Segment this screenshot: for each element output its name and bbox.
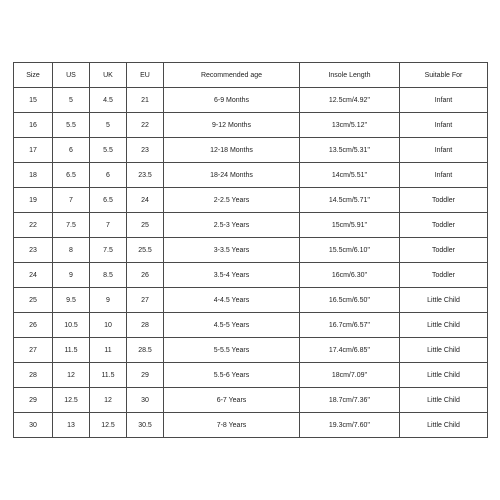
age-cell: 5-5.5 Years bbox=[164, 338, 300, 363]
age-cell: 3-3.5 Years bbox=[164, 238, 300, 263]
insole-length-cell: 16.5cm/6.50'' bbox=[300, 288, 400, 313]
uk-cell: 6 bbox=[90, 163, 127, 188]
table-row bbox=[14, 388, 488, 413]
size-cell: 29 bbox=[14, 388, 53, 413]
eu-cell: 25.5 bbox=[127, 238, 164, 263]
table-row bbox=[14, 288, 488, 313]
header-size: Size bbox=[14, 63, 53, 88]
age-cell: 9-12 Months bbox=[164, 113, 300, 138]
uk-cell: 7 bbox=[90, 213, 127, 238]
uk-cell: 5 bbox=[90, 113, 127, 138]
header-insole-length: Insole Length bbox=[300, 63, 400, 88]
suitable-for-cell: Toddler bbox=[400, 263, 488, 288]
uk-cell: 12 bbox=[90, 388, 127, 413]
eu-cell: 27 bbox=[127, 288, 164, 313]
table-row bbox=[14, 313, 488, 338]
table-body bbox=[14, 88, 488, 438]
us-cell: 9 bbox=[53, 263, 90, 288]
insole-length-cell: 15cm/5.91'' bbox=[300, 213, 400, 238]
header-eu: EU bbox=[127, 63, 164, 88]
us-cell: 12.5 bbox=[53, 388, 90, 413]
header-us: US bbox=[53, 63, 90, 88]
insole-length-cell: 18cm/7.09'' bbox=[300, 363, 400, 388]
us-cell: 9.5 bbox=[53, 288, 90, 313]
insole-length-cell: 18.7cm/7.36'' bbox=[300, 388, 400, 413]
uk-cell: 4.5 bbox=[90, 88, 127, 113]
age-cell: 12-18 Months bbox=[164, 138, 300, 163]
suitable-for-cell: Infant bbox=[400, 88, 488, 113]
age-cell: 2.5-3 Years bbox=[164, 213, 300, 238]
us-cell: 5.5 bbox=[53, 113, 90, 138]
eu-cell: 22 bbox=[127, 113, 164, 138]
eu-cell: 30.5 bbox=[127, 413, 164, 438]
age-cell: 6-7 Years bbox=[164, 388, 300, 413]
uk-cell: 12.5 bbox=[90, 413, 127, 438]
size-chart-table bbox=[13, 62, 488, 438]
table-row bbox=[14, 413, 488, 438]
size-cell: 24 bbox=[14, 263, 53, 288]
us-cell: 11.5 bbox=[53, 338, 90, 363]
uk-cell: 8.5 bbox=[90, 263, 127, 288]
table-row bbox=[14, 238, 488, 263]
size-cell: 16 bbox=[14, 113, 53, 138]
size-cell: 15 bbox=[14, 88, 53, 113]
insole-length-cell: 13cm/5.12'' bbox=[300, 113, 400, 138]
suitable-for-cell: Little Child bbox=[400, 413, 488, 438]
eu-cell: 30 bbox=[127, 388, 164, 413]
table-row bbox=[14, 163, 488, 188]
eu-cell: 25 bbox=[127, 213, 164, 238]
table-row bbox=[14, 138, 488, 163]
us-cell: 8 bbox=[53, 238, 90, 263]
eu-cell: 24 bbox=[127, 188, 164, 213]
us-cell: 7.5 bbox=[53, 213, 90, 238]
suitable-for-cell: Toddler bbox=[400, 213, 488, 238]
eu-cell: 26 bbox=[127, 263, 164, 288]
suitable-for-cell: Little Child bbox=[400, 288, 488, 313]
suitable-for-cell: Little Child bbox=[400, 313, 488, 338]
uk-cell: 9 bbox=[90, 288, 127, 313]
table-row bbox=[14, 213, 488, 238]
insole-length-cell: 14.5cm/5.71'' bbox=[300, 188, 400, 213]
age-cell: 4.5-5 Years bbox=[164, 313, 300, 338]
insole-length-cell: 17.4cm/6.85'' bbox=[300, 338, 400, 363]
age-cell: 18-24 Months bbox=[164, 163, 300, 188]
suitable-for-cell: Toddler bbox=[400, 188, 488, 213]
insole-length-cell: 15.5cm/6.10'' bbox=[300, 238, 400, 263]
size-cell: 25 bbox=[14, 288, 53, 313]
insole-length-cell: 16cm/6.30'' bbox=[300, 263, 400, 288]
us-cell: 5 bbox=[53, 88, 90, 113]
suitable-for-cell: Little Child bbox=[400, 363, 488, 388]
uk-cell: 5.5 bbox=[90, 138, 127, 163]
size-cell: 26 bbox=[14, 313, 53, 338]
size-cell: 22 bbox=[14, 213, 53, 238]
eu-cell: 28.5 bbox=[127, 338, 164, 363]
table-row bbox=[14, 188, 488, 213]
size-cell: 18 bbox=[14, 163, 53, 188]
eu-cell: 21 bbox=[127, 88, 164, 113]
header-uk: UK bbox=[90, 63, 127, 88]
size-cell: 30 bbox=[14, 413, 53, 438]
table-row bbox=[14, 338, 488, 363]
size-cell: 23 bbox=[14, 238, 53, 263]
age-cell: 7-8 Years bbox=[164, 413, 300, 438]
uk-cell: 6.5 bbox=[90, 188, 127, 213]
eu-cell: 23 bbox=[127, 138, 164, 163]
header-suitable-for: Suitable For bbox=[400, 63, 488, 88]
size-cell: 27 bbox=[14, 338, 53, 363]
age-cell: 5.5-6 Years bbox=[164, 363, 300, 388]
us-cell: 6 bbox=[53, 138, 90, 163]
suitable-for-cell: Little Child bbox=[400, 338, 488, 363]
age-cell: 6-9 Months bbox=[164, 88, 300, 113]
size-cell: 28 bbox=[14, 363, 53, 388]
insole-length-cell: 16.7cm/6.57'' bbox=[300, 313, 400, 338]
us-cell: 12 bbox=[53, 363, 90, 388]
suitable-for-cell: Infant bbox=[400, 138, 488, 163]
age-cell: 4-4.5 Years bbox=[164, 288, 300, 313]
us-cell: 13 bbox=[53, 413, 90, 438]
eu-cell: 28 bbox=[127, 313, 164, 338]
us-cell: 7 bbox=[53, 188, 90, 213]
table-row bbox=[14, 88, 488, 113]
size-cell: 17 bbox=[14, 138, 53, 163]
header-recommended-age: Recommended age bbox=[164, 63, 300, 88]
eu-cell: 23.5 bbox=[127, 163, 164, 188]
uk-cell: 7.5 bbox=[90, 238, 127, 263]
table-row bbox=[14, 263, 488, 288]
uk-cell: 10 bbox=[90, 313, 127, 338]
insole-length-cell: 13.5cm/5.31'' bbox=[300, 138, 400, 163]
suitable-for-cell: Infant bbox=[400, 163, 488, 188]
insole-length-cell: 12.5cm/4.92'' bbox=[300, 88, 400, 113]
us-cell: 10.5 bbox=[53, 313, 90, 338]
age-cell: 2-2.5 Years bbox=[164, 188, 300, 213]
size-cell: 19 bbox=[14, 188, 53, 213]
insole-length-cell: 19.3cm/7.60'' bbox=[300, 413, 400, 438]
uk-cell: 11.5 bbox=[90, 363, 127, 388]
table-row bbox=[14, 113, 488, 138]
suitable-for-cell: Little Child bbox=[400, 388, 488, 413]
uk-cell: 11 bbox=[90, 338, 127, 363]
suitable-for-cell: Toddler bbox=[400, 238, 488, 263]
suitable-for-cell: Infant bbox=[400, 113, 488, 138]
age-cell: 3.5-4 Years bbox=[164, 263, 300, 288]
insole-length-cell: 14cm/5.51'' bbox=[300, 163, 400, 188]
table-header-row bbox=[14, 63, 488, 88]
table-row bbox=[14, 363, 488, 388]
eu-cell: 29 bbox=[127, 363, 164, 388]
us-cell: 6.5 bbox=[53, 163, 90, 188]
